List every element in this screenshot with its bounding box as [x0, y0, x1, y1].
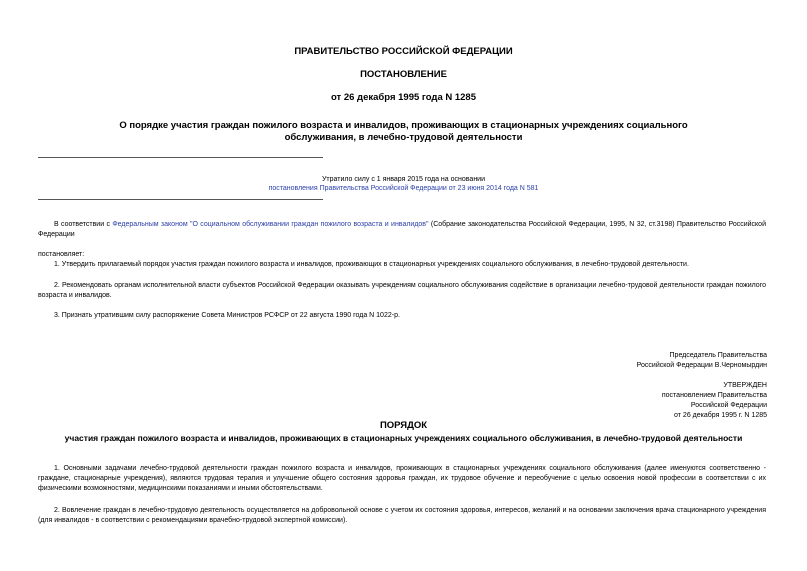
- annotation-link[interactable]: постановления Правительства Российской Федерации от 23 июня 2014 года N 581: [268, 185, 539, 192]
- approval-line-3: Российской Федерации: [690, 402, 767, 409]
- resolves-text: постановляет:: [38, 251, 85, 258]
- federal-law-link[interactable]: Федеральным законом "О социальном обслуживании граждан пожилого возраста и инвалидов": [112, 221, 429, 228]
- preamble-lead: В соответствии с: [54, 221, 113, 228]
- approval-line-2: постановлением Правительства: [661, 392, 767, 399]
- approval-line-4: от 26 декабря 1995 г. N 1285: [674, 412, 767, 419]
- signature-block: [637, 351, 767, 371]
- document-title: О порядке участия граждан пожилого возраста и инвалидов, проживающих в стационарных учреждениях социального обслуживания, в лечебно-трудовой деятельности: [119, 120, 688, 143]
- approval-block: [662, 381, 767, 421]
- divider-bottom: [38, 199, 323, 200]
- document-type: ПОСТАНОВЛЕНИЕ: [360, 69, 447, 80]
- item-2: 2. Рекомендовать органам исполнительной власти субъектов Российской Федерации оказывать учреждениям социального обслуживания содействие в организации лечебно-трудовой деятельности граждан пожилого возраста и инвалидов.: [38, 282, 766, 299]
- annotation-text: Утратило силу с 1 января 2015 года на основании: [321, 176, 486, 183]
- preamble-paragraph: [38, 220, 766, 240]
- procedure-title: ПОРЯДОК: [379, 420, 428, 431]
- item-1: 1. Утвердить прилагаемый порядок участия граждан пожилого возраста и инвалидов, проживающих в стационарных учреждениях социального обслуживания, в лечебно-трудовой деятельности.: [54, 261, 689, 268]
- procedure-paragraph-2: 2. Вовлечение граждан в лечебно-трудовую деятельность осуществляется на добровольной основе с учетом их состояния здоровья, интересов, желаний и на основании заключения врача стационарного учреждения (для инвалидов - в соответствии с рекомендациями врачебно-трудовой экспертной комиссии).: [38, 507, 766, 524]
- government-heading: ПРАВИТЕЛЬСТВО РОССИЙСКОЙ ФЕДЕРАЦИИ: [294, 46, 513, 57]
- item-3: 3. Признать утратившим силу распоряжение Совета Министров РСФСР от 22 августа 1990 года N 1022-р.: [54, 312, 400, 319]
- approval-line-1: УТВЕРЖДЕН: [723, 382, 767, 389]
- procedure-subtitle: участия граждан пожилого возраста и инвалидов, проживающих в стационарных учреждениях социального обслуживания, в лечебно-трудовой деятельности: [64, 433, 743, 443]
- procedure-paragraph-1: 1. Основными задачами лечебно-трудовой деятельности граждан пожилого возраста и инвалидов, проживающих в стационарных учреждениях социального обслуживания (далее именуются соответственно - граждане, стационарные учреждения), являются трудовая терапия и улучшение общего состояния здоровья граждан, их трудовое обучение и переобучение с целью освоения новой профессии в соответствии с их физическими возможностями, медицинскими показаниями и иными обстоятельствами.: [38, 465, 766, 492]
- document-date: от 26 декабря 1995 года N 1285: [330, 92, 476, 103]
- signature-line-2: Российской Федерации В.Черномырдин: [636, 362, 767, 369]
- divider-top: [38, 157, 323, 158]
- signature-line-1: Председатель Правительства: [669, 352, 767, 359]
- preamble-tail: (Собрание законодательства Российской Федерации, 1995, N 32, ст.3198) Правительство Российской Федерации: [38, 221, 766, 238]
